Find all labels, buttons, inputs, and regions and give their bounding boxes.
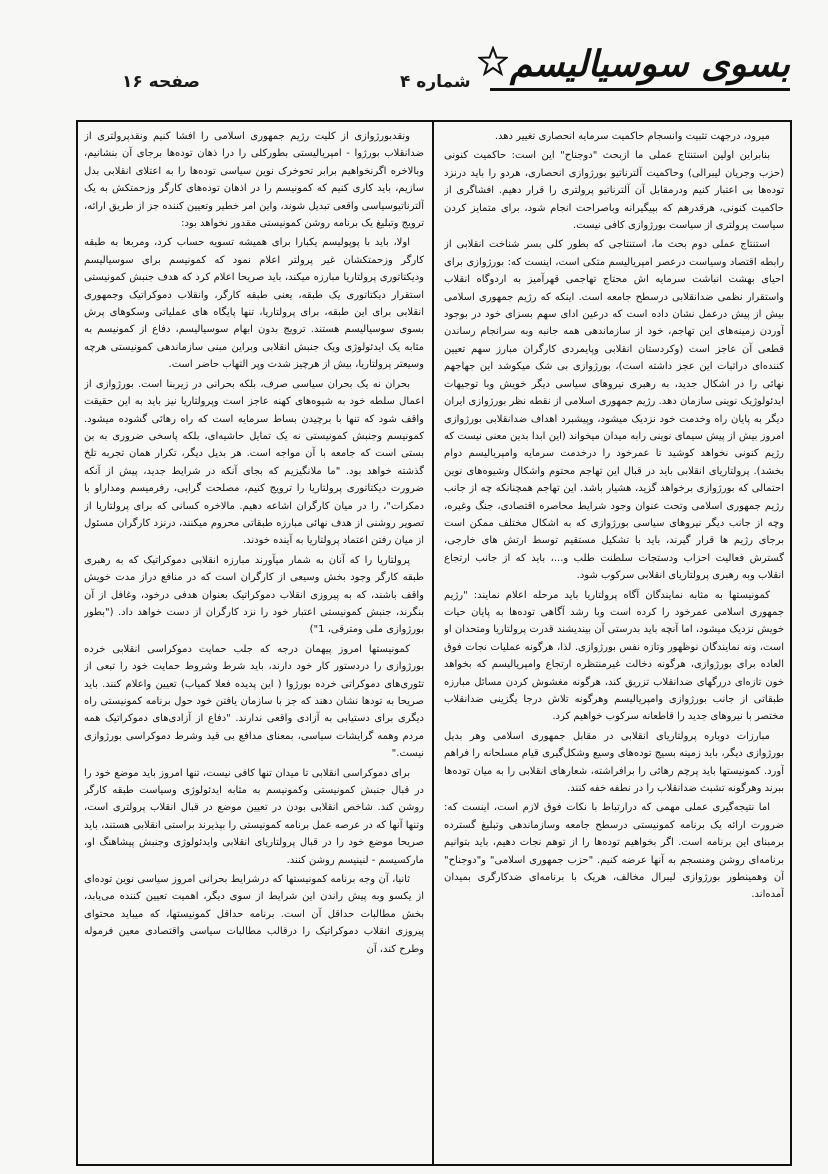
paragraph: اولا، باید با پوپولیسم یکبارا برای همیشه تسویه حساب کرد، ومربعا به طبقه کارگر وزحمتکشان غیر پرولتر اعلام نمود که کمونیسم برای سوسیالیسم ودیکتاتوری پرولتاریا مبارزه میکند، باید صریحا اعلام کرد که هدف جنبش کمونیستی استقرار دیکتاتوری یک طبقه، یعنی طبقه کارگر، وانقلاب دموکراتیک وجمهوری انقلابی برای این طبقه، برای پرولتاریا، تنها پایگاه های عملیاتی وسکوهای پرش بسوی سوسیالیسم هستند. ترویج بدون ابهام سوسیالیسم، دفاع از کمونیسم به مثابه یک ایدئولوژی ویک جنبش انقلابی وبراین مبنی سازماندهی کمونیستی هرچه وسیعتر پرولتاریا، بیش از هرچیز شدت وپر التهاب حاضر است. (84, 237, 424, 371)
paragraph: ثانیا، آن وجه برنامه کمونیستها که درشرایط بحرانی امروز سیاسی نوین توده‌ای از یکسو وبه پیش راندن این شرایط از سوی دیگر، اهمیت تعیین کننده می‌یابد، بخش مطالبات حداقل آن است. برنامه حداقل کمونیستها، که میباید محتوای پیروزی انقلاب دموکراتیک را درقالب مطالبات سیاسی واقتصادی معین فرموله وطرح کند، آن (84, 874, 424, 955)
paragraph: پرولتاریا را که آنان به شمار میآورند مبارزه انقلابی دموکراتیک که به رهبری طبقه کارگر وجود بخش وسیعی از کارگران است که در منافع دراز مدت خویش واقف باشند، که به پیروزی انقلاب دموکراتیک بعنوان هدفی درخود، وغافل از آن بنگرند، جنبش کمونیستی اعتبار خود را نزد کارگران از دست خواهد داد. ("بطور بورژوازی ملی ومترقی، 1") (84, 554, 424, 636)
paragraph: اما نتیجه‌گیری عملی مهمی که درارتباط با نکات فوق لازم است، اینست که: ضرورت ارائه یک برنامه کمونیستی درسطح جامعه وسازماندهی وتبلیغ گسترده برمبنای این برنامه است. اگر بخواهیم توده‌ها را از توهم نجات دهیم، باید بتوانیم برنامه‌ای روشن ومنسجم به آنها عرضه کنیم. "حزب جمهوری اسلامی" و"دوجناح" آن وهمینطور بورژوازی لیبرال مخالف، هریک با برنامه‌ای ضدکارگری بمیدان آمده‌اند. (444, 802, 784, 901)
paragraph: مبارزات دوباره پرولتاریای انقلابی در مقابل جمهوری اسلامی وهر بدیل بورژوازی دیگر، باید زمینه بسیج توده‌های وسیع وشکل‌گیری قیام مسلحانه را فراهم آورد. کمونیستها باید پرچم رهائی را برافراشته، شعارهای انقلابی را به میان توده‌ها ببرند وهرگونه تشبث ضدانقلاب را در نطفه خفه کنند. (444, 730, 784, 795)
paragraph: ونقدبورژوازی از کلیت رژیم جمهوری اسلامی را افشا کنیم ونقدپرولتری از ضدانقلاب بورژوا - امپریالیستی بطورکلی را درا ذهان توده‌ها برجای آن بنشانیم، وبالاخره اگرنخواهیم برابر تحوخرک نوین سیاسی توده‌ها را به اعتلای انقلابی بدل سازیم، باید کاری کنیم که کمونیسم را در اذهان توده‌های کارگر وزحمتکش به یک آلترناتیوسیاسی واقعی تبدیل شوند، واین امر خطیر وتعیین کننده جز از طریق ارائه، ترویج وتبلیغ یک برنامه روشن کمونیستی مقدور نخواهد بود: (84, 131, 424, 230)
paragraph: میرود، درجهت تثبیت وانسجام حاکمیت سرمایه انحصاری تغییر دهد. (494, 131, 770, 142)
page-number: صفحه ۱۶ (122, 72, 200, 92)
publication-logo (490, 40, 790, 100)
star-icon (478, 46, 508, 76)
masthead (70, 40, 790, 102)
paragraph: کمونیستها امروز پیهمان درجه که جلب حمایت دموکراسی انقلابی خرده بورژوازی را دردستور کار خود دارند، باید شرط وشروط حمایت خود را تبعی از تئوری‌های دموکراتی خرده بورژوا ( این پدیده فعلا کمیاب) تعیین واعلام کنند. باید صریحا به تودها نشان دهند که جز با سازمان یافتن خود حول برنامه کمونیستی راه دیگری برای دستیابی به آزادی واقعی ندارند. "دفاع از آزادی‌های دموکراتیک همه مردم وهمه گرایشات سیاسی، بمعنای مدافع بی قید وشرط دموکراسی بورژوازی نیست." (84, 643, 424, 760)
paragraph: برای دموکراسی انقلابی تا میدان تنها کافی نیست، تنها امروز باید موضع خود را در قبال جنبش کمونیستی وکمونیسم به مثابه ایدئولوژی وسیاست طبقه کارگر روشن کند. شاخص انقلابی بودن در تعیین موضع در قبال انقلاب پرولتری است، وتنها آنها که در عرصه عمل برنامه کمونیستی را بپذیرند براستی انقلابی هستند، باید صریحا موضع خود را در قبال پرولتاریای انقلابی وایدئولوژی وجنبش پیشاهنگ او، مارکسیسم - لنینیسم روشن کنند. (84, 767, 424, 866)
paragraph: بحران نه یک بحران سیاسی صرف، بلکه بحرانی در زیربنا است. بورژوازی از اعمال سلطه خود به شیوه‌های کهنه عاجز است وپرولتاریا نیز باید به این حقیقت واقف شود که تنها با برچیدن بساط سرمایه است که راه رهائی گشوده میشود. کمونیسم وجنبش کمونیستی نه یک تمایل حاشیه‌ای، بلکه پاسخی ضروری به بن بستی است که جامعه با آن مواجه است. هر بدیل دیگر، تکرار همان تجربه تلخ گذشته خواهد بود. "ما ملانگیزیم که بجای آنکه در شرایط جدید، پیش از آنکه ضرورت دیکتاتوری پرولتاریا را ترویج کنیم، مصلحت گرایی، رفرمیسم ومداراو با دمکرات"، را در میان کارگران اشاعه دهیم. مالاخره کسانی که برای پرولتاریا از تصویر روشنی از هدف نهائی مبارزه طبقاتی محروم میکنند، درنزد کارگران مسئول از میان رفتن اعتماد پرولتاریا به آینده خودند. (84, 378, 424, 547)
article-column-left (84, 128, 424, 1160)
logo-text: بسوی سوسیالیسم (509, 44, 790, 85)
logo-underline (490, 88, 790, 91)
column-divider (432, 122, 434, 1164)
paragraph: بنابراین اولین استنتاج عملی ما ازبحث "دوجناح" این است: حاکمیت کنونی (حزب وجریان لیبرالی) وحاکمیت آلترناتیو بورژوازی انحصاری، هردو را باید درنزد توده‌ها بی اعتبار کنیم ودرمقابل آن آلترناتیو پرولتری را قرار دهیم. افشاگری از حاکمیت کنونی، هرقدرهم که بپیگیرانه وباصراحت انجام شود، برای متمایز کردن سیاست پرولتری از سیاست بورژوازی کافی نیست. (444, 150, 784, 232)
article-column-right (444, 128, 784, 1160)
issue-number: شماره ۴ (400, 72, 471, 92)
paragraph: استنتاج عملی دوم بحث ما، استنتاجی که بطور کلی بسر شناخت انقلابی از رابطه اقتصاد وسیاست درعصر امپریالیسم متکی است، اینست که: بورژوازی برای احیای بهشت انباشت سرمایه اش محتاج تهاجمی قهرآمیز به اردوگاه انقلاب واستقرار نظمی ضدانقلابی درسطح جامعه است. اینکه که رژیم جمهوری اسلامی بیش از پیش درعمل نشان داده است که درعین ادای سهم بسزای خود در بوجود آوردن زمینه‌های این تهاجم، خود از سازماندهی همه جانبه وبه سرانجام رساندن قطعی آن عاجز است (وکردستان انقلابی وپایمردی کارگران مبارز سهم تعیین کننده‌ای دراثبات این عجز داشته است)، بورژوازی بی شک میکوشد این جهاجهم نهائی را در اشکال جدید، به رهبری نیروهای سیاسی دیگر خویش وبا توجیهات ایدئولوژیک نوینی سازمان دهد. رژیم جمهوری اسلامی از نقطه نظر بورژوازی ایران دیگر به پایان راه وخدمت خود نزدیک میشود، وپیشبرد اهداف ضدانقلابی بورژوازی امروز بیش از پیش سیمای نوینی رابه میدان میخواند (این ابدا بدین معنی نیست که رژیم کنونی نخواهد کوشید تا عمرخود را درخدمت سرمایه وامپریالیسم دوام بخشد). پرولتاریای انقلابی باید در قبال این تهاجم محتوم واشکال وشیوه‌های نوین احتمالی که بورژوازی برخواهد گزید، هشیار باشد. این تهاجم همچنانکه چه از جانب رژیم جمهوری اسلامی وتحت عنوان وجود شرایط محاصره اقتصادی، جنگ وغیره، وچه از جانب دیگر نیروهای سیاسی بورژوازی که به اشکال مختلف ممکن است برجای رژیم ها قرار گیرند، باید با تشکیل مستقیم توسط ارتش های خارجی، گسترش فعالیت احزاب ودستجات سلطنت طلب و...، باید که از جانب ارتجاع انقلاب وبه رهبری پرولتاریای انقلابی سرکوب شود. (444, 239, 784, 582)
paragraph: کمونیستها به مثابه نمایندگان آگاه پرولتاریا باید مرحله اعلام نمایند: "رژیم جمهوری اسلامی عمرخود را کرده است وبا رشد آگاهی توده‌ها به پایان حیات خویش نزدیک میشود، اما آنچه باید بدرستی آن بیندیشند قدرت پرولتاریا ومتحدان او است، ونه نمایندگان نوظهور وتازه نفس بورژوازی. لذا، هرگونه عملیات نجات فوق العاده برای بورژوازی، هرگونه دخالت غیرمنتظره ارتجاع وامپریالیسم که بخواهد خون تازه‌ای دررگهای ضدانقلاب تزریق کند، هرگونه مغشوش کردن مسائل مبارزه طبقاتی از جانب بورژوازی وامپریالیسم وهرگونه تلاش درجا یگزینی ضدانقلاب مختصر با نیروهای جدید را قاطعانه سرکوب خواهیم کرد. (444, 589, 784, 723)
